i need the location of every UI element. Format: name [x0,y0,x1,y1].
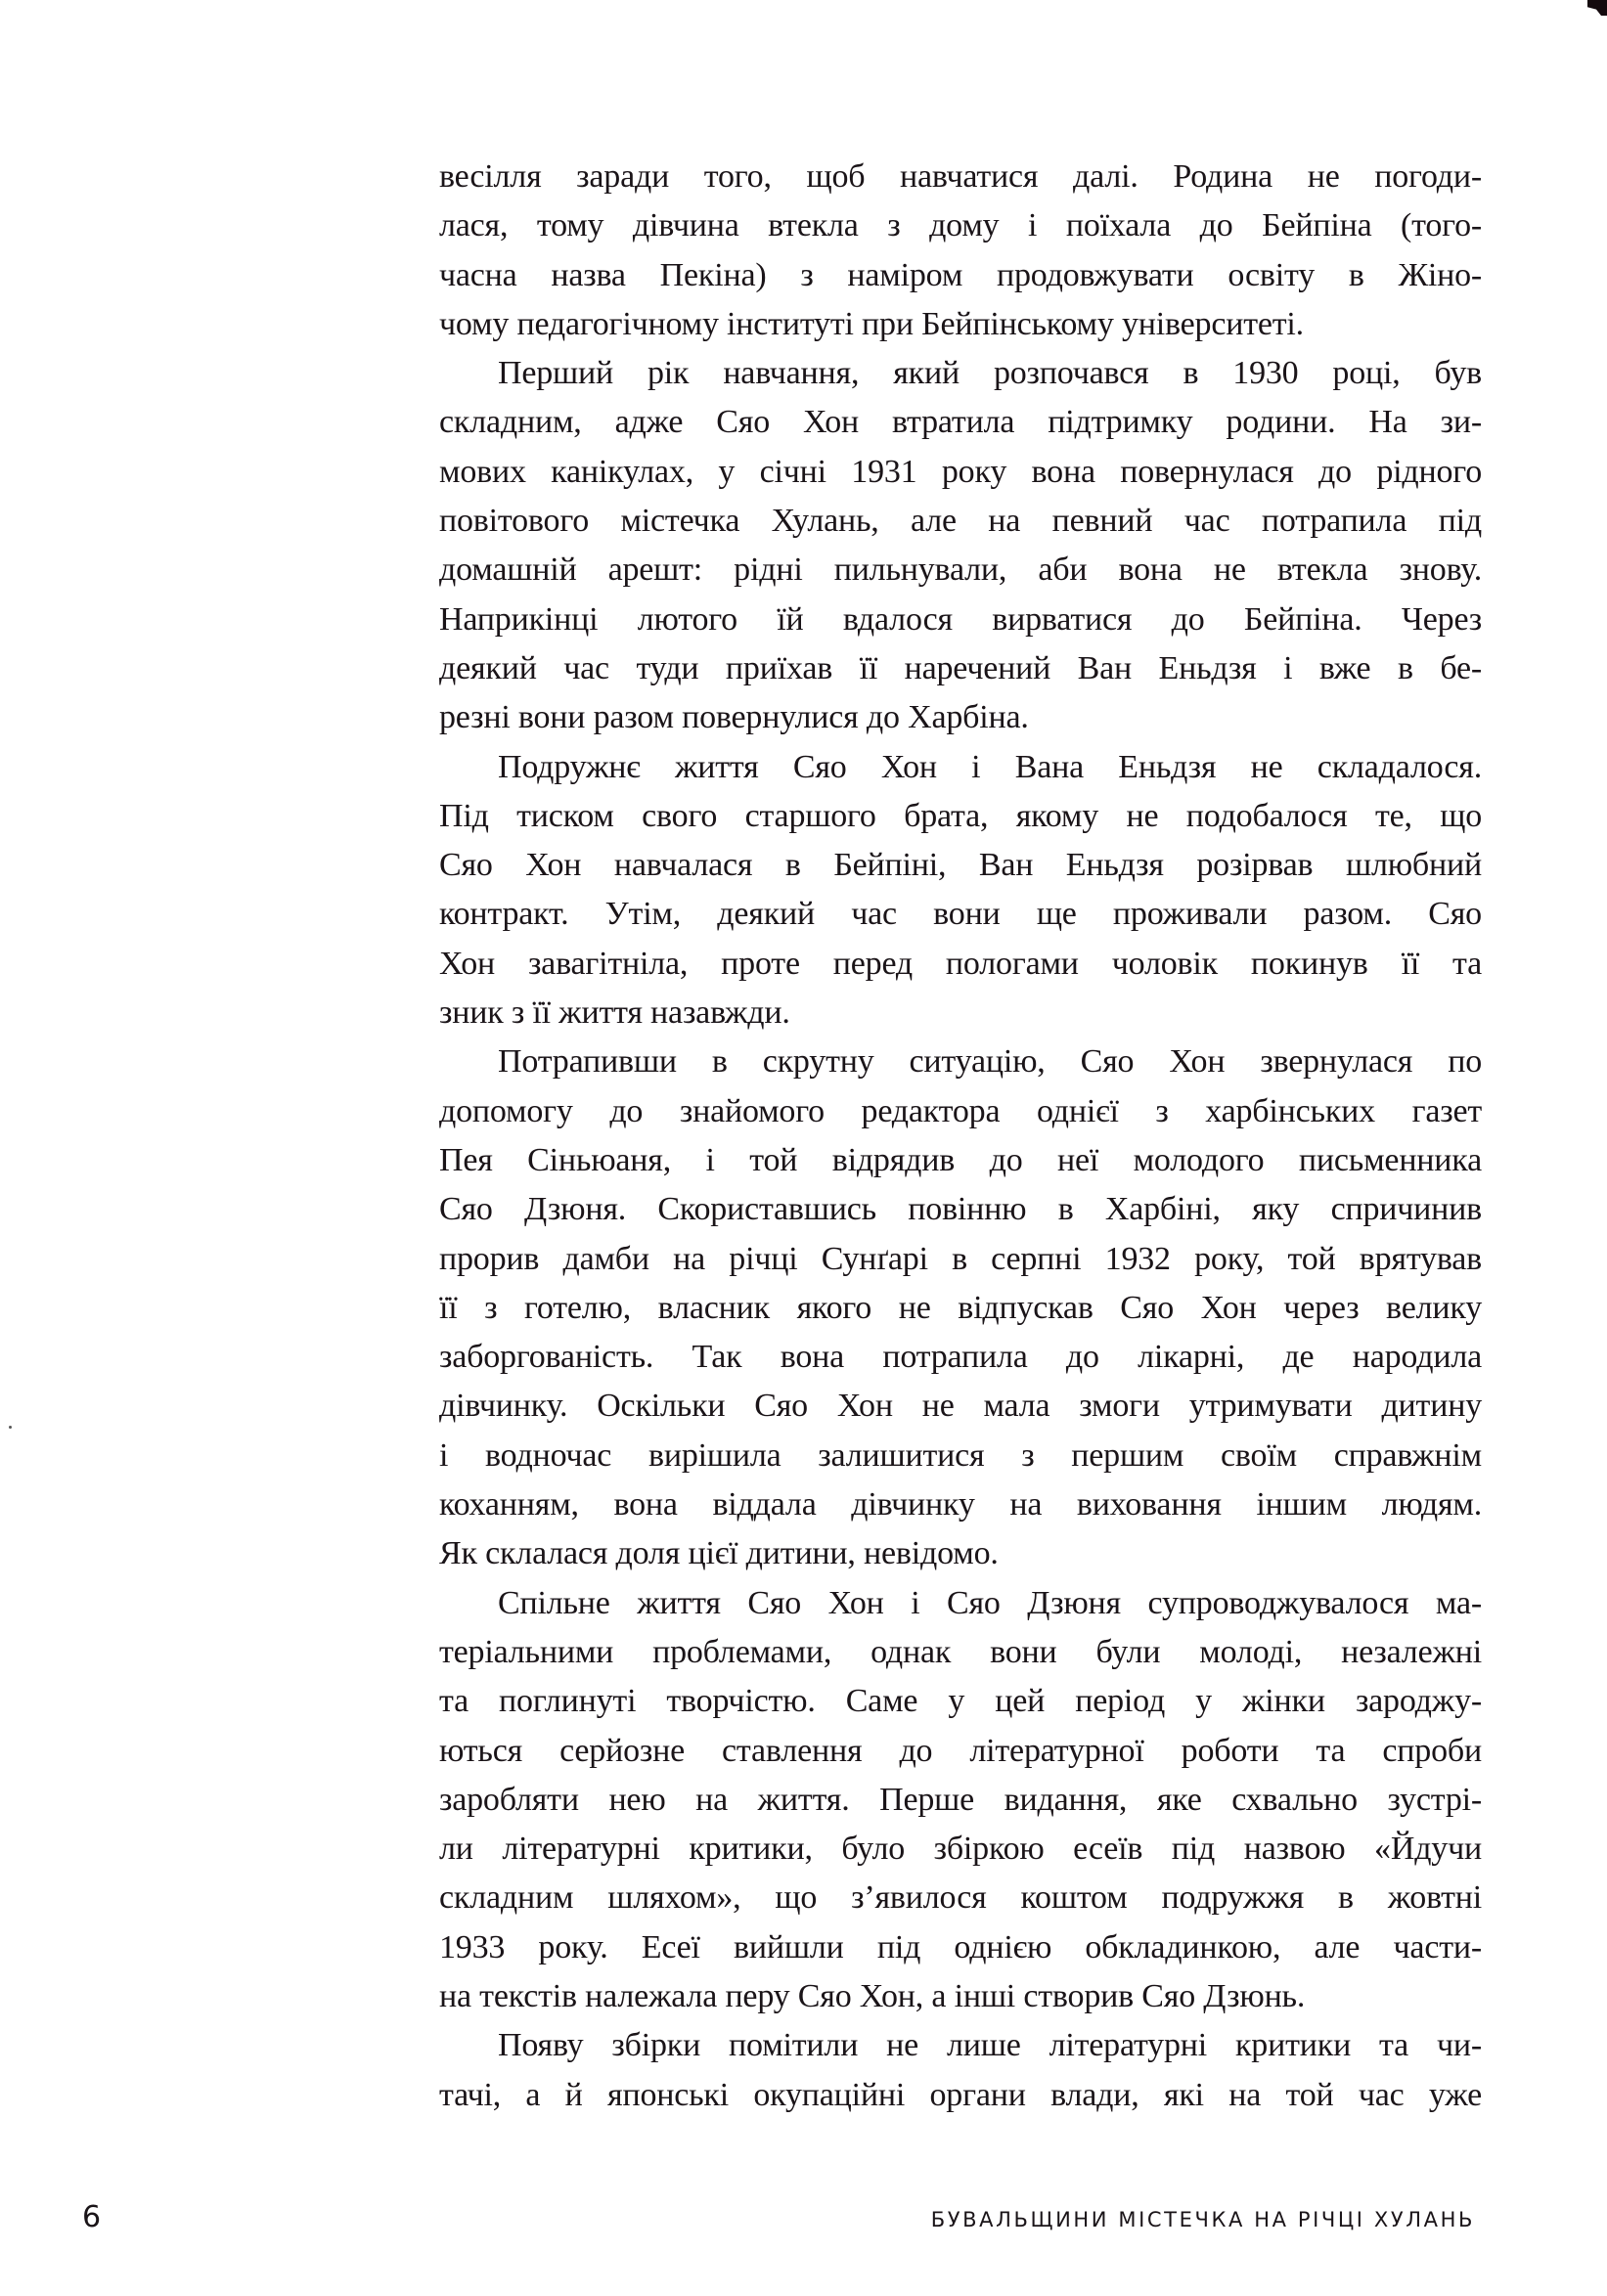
text-line: і водночас вирішила залишитися з першим своїм справжнім [439,1436,1482,1474]
text-line: її з готелю, власник якого не відпускав Сяо Хон через велику [439,1289,1482,1326]
text-line: чому педагогічному інституті при Бейпінському університеті. [439,305,1304,342]
text-line: часна назва Пекіна) з наміром продовжувати освіту в Жіно- [439,256,1482,293]
text-line: Хон завагітніла, проте перед пологами чоловік покинув її та [439,945,1482,982]
text-line: Перший рік навчання, який розпочався в 1930 році, був [498,355,1482,392]
text-line: Наприкінці лютого їй вдалося вирватися до Бейпіна. Через [439,600,1482,638]
paragraph [439,743,1482,1038]
text-line: весілля заради того, щоб навчатися далі. Родина не погоди- [439,158,1482,195]
text-line: та поглинуті творчістю. Саме у цей період у жінки зароджу- [439,1683,1482,1720]
text-line: допомогу до знайомого редактора однієї з харбінських газет [439,1092,1482,1129]
text-line: контракт. Утім, деякий час вони ще проживали разом. Сяо [439,896,1482,933]
text-line: заробляти нею на життя. Перше видання, яке схвально зустрі- [439,1781,1482,1818]
text-line: зник з її життя назавжди. [439,994,790,1032]
running-title: БУВАЛЬЩИНИ МІСТЕЧКА НА РІЧЦІ ХУЛАНЬ [930,2208,1475,2231]
text-line: Сяо Дзюня. Скориставшись повінню в Харбіні, яку спричинив [439,1191,1482,1228]
text-line: 1933 року. Есеї вийшли під однією обкладинкою, але части- [439,1928,1482,1965]
text-line: повітового містечка Хулань, але на певний час потрапила під [439,503,1482,540]
text-line: ються серйозне ставлення до літературної роботи та спроби [439,1732,1482,1769]
text-line: Пея Сіньюаня, і той відрядив до неї молодого письменника [439,1141,1482,1178]
text-line: Як склалася доля цієї дитини, невідомо. [439,1535,999,1572]
text-line: Під тиском свого старшого брата, якому не подобалося те, що [439,797,1482,834]
text-line: Спільне життя Сяо Хон і Сяо Дзюня супроводжувалося ма- [498,1584,1482,1621]
text-line: на текстів належала перу Сяо Хон, а інші створив Сяо Дзюнь. [439,1977,1306,2014]
text-line: заборгованість. Так вона потрапила до лікарні, де народила [439,1339,1482,1376]
scan-speck [9,1426,12,1429]
text-line: мових канікулах, у січні 1931 року вона повернулася до рідного [439,453,1482,490]
paragraph [439,153,1482,349]
text-line: ли літературні критики, було збіркою есеїв під назвою «Йдучи [439,1831,1482,1868]
paragraph [439,349,1482,742]
text-line: домашній арешт: рідні пильнували, аби вона не втекла знову. [439,552,1482,589]
text-line: тачі, а й японські окупаційні органи влади, які на той час уже [439,2076,1482,2113]
text-line: дівчинку. Оскільки Сяо Хон не мала змоги утримувати дитину [439,1388,1482,1425]
text-line: деякий час туди приїхав її наречений Ван Еньдзя і вже в бе- [439,649,1482,686]
text-line: теріальними проблемами, однак вони були молоді, незалежні [439,1633,1482,1670]
text-line: Потрапивши в скрутну ситуацію, Сяо Хон звернулася по [498,1043,1482,1081]
text-line: складним шляхом», що з’явилося коштом подружжя в жовтні [439,1879,1482,1917]
paragraph [439,1579,1482,2022]
text-line: прорив дамби на річці Сунґарі в серпні 1932 року, той врятував [439,1240,1482,1277]
paragraph [439,1038,1482,1578]
text-line: коханням, вона віддала дівчинку на виховання іншим людям. [439,1486,1482,1523]
body-text [439,153,1482,2120]
scan-corner-mark [1587,0,1607,16]
paragraph [439,2021,1482,2120]
page-number: 6 [82,2200,102,2234]
text-line: Подружнє життя Сяо Хон і Вана Еньдзя не складалося. [498,748,1482,785]
text-line: складним, адже Сяо Хон втратила підтримку родини. На зи- [439,404,1482,441]
text-line: резні вони разом повернулися до Харбіна. [439,699,1029,736]
text-line: Сяо Хон навчалася в Бейпіні, Ван Еньдзя розірвав шлюбний [439,847,1482,884]
text-line: Появу збірки помітили не лише літературні критики та чи- [498,2027,1482,2064]
text-line: лася, тому дівчина втекла з дому і поїхала до Бейпіна (того- [439,207,1482,244]
